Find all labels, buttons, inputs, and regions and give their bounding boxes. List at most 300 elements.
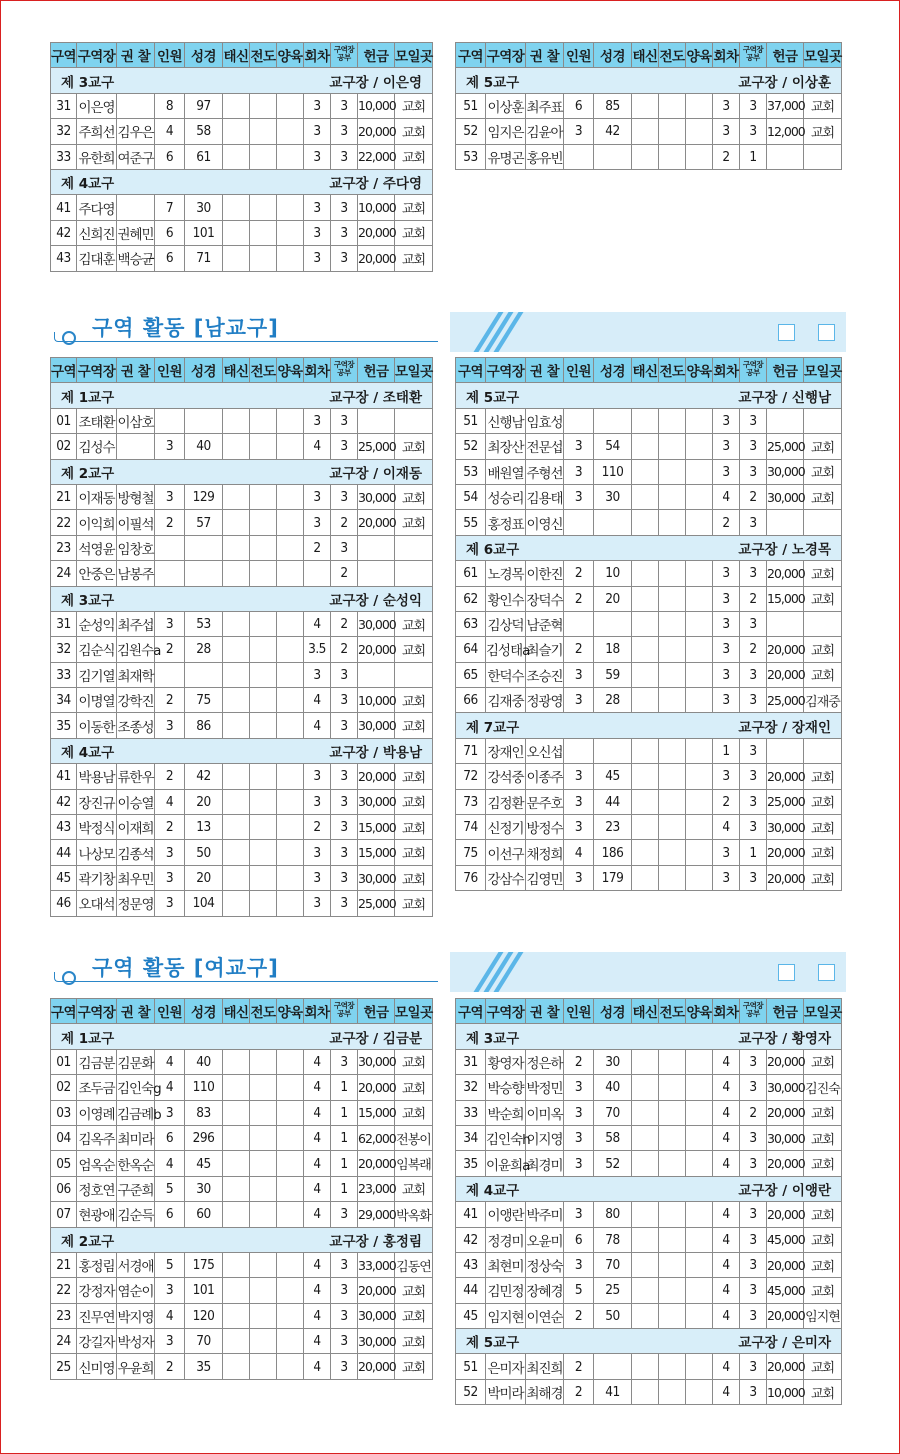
col-nurture-header: 양육 xyxy=(686,999,713,1024)
col-bible-cell: 30 xyxy=(594,1049,632,1074)
col-study-cell: 3 xyxy=(331,891,358,916)
col-district-cell: 34 xyxy=(456,1125,486,1150)
col-place-cell: 교회 xyxy=(804,119,842,144)
col-evang-cell xyxy=(659,1125,686,1150)
col-district-cell: 34 xyxy=(51,688,77,713)
col-sessions-cell: 4 xyxy=(304,1329,331,1354)
col-offering-cell: 20,000 xyxy=(767,561,804,586)
col-taesin-cell xyxy=(223,1252,250,1277)
col-evang-cell xyxy=(659,1278,686,1303)
col-place-cell: 교회 xyxy=(804,865,842,890)
col-bible-cell: 70 xyxy=(185,1329,223,1354)
group-label: 제 6교구 xyxy=(466,541,520,558)
col-district-cell: 51 xyxy=(456,408,486,433)
col-place-cell: 교회 xyxy=(395,891,433,916)
col-place-cell: 교회 xyxy=(804,1125,842,1150)
col-evang-cell xyxy=(659,510,686,535)
col-evang-cell xyxy=(250,662,277,687)
col-place-cell: 교회 xyxy=(804,662,842,687)
col-helper-cell: 방정수 xyxy=(526,815,564,840)
col-district-cell: 62 xyxy=(456,586,486,611)
col-leader-cell: 유명곤 xyxy=(486,144,526,169)
col-sessions-cell: 4 xyxy=(713,1354,740,1379)
col-leader-cell: 신미영 xyxy=(77,1354,117,1379)
col-sessions-header: 회차 xyxy=(304,999,331,1024)
col-taesin-cell xyxy=(223,144,250,169)
col-members-cell: 4 xyxy=(564,840,594,865)
col-sessions-cell: 3 xyxy=(713,764,740,789)
col-place-cell: 교회 xyxy=(804,789,842,814)
group-label: 제 4교구 xyxy=(61,176,115,193)
col-taesin-cell xyxy=(223,637,250,662)
col-district-cell: 31 xyxy=(51,611,77,636)
col-taesin-cell xyxy=(223,789,250,814)
col-leader-cell: 은미자 xyxy=(486,1354,526,1379)
col-bible-cell: 52 xyxy=(594,1151,632,1176)
col-bible-cell: 57 xyxy=(185,510,223,535)
table-row xyxy=(51,510,433,535)
col-study-cell: 3 xyxy=(331,1303,358,1328)
col-members-header: 인원 xyxy=(155,999,185,1024)
col-helper-cell: 주형선 xyxy=(526,459,564,484)
col-sessions-cell: 3 xyxy=(713,662,740,687)
group-leader: 교구장 / 박용남 xyxy=(329,745,422,762)
col-sessions-cell: 4 xyxy=(304,1252,331,1277)
col-leader-cell: 한덕수 xyxy=(486,662,526,687)
col-sessions-cell: 3 xyxy=(304,764,331,789)
col-study-cell: 3 xyxy=(331,246,358,271)
col-leader-cell: 장재인 xyxy=(486,738,526,763)
col-district-cell: 43 xyxy=(456,1252,486,1277)
col-nurture-header: 양육 xyxy=(277,999,304,1024)
col-place-cell: 교회 xyxy=(395,484,433,509)
col-district-cell: 06 xyxy=(51,1176,77,1201)
col-nurture-cell xyxy=(277,637,304,662)
col-taesin-cell xyxy=(632,1151,659,1176)
col-sessions-cell: 3 xyxy=(713,119,740,144)
col-district-cell: 33 xyxy=(51,144,77,169)
col-evang-cell xyxy=(659,408,686,433)
col-evang-cell xyxy=(659,1075,686,1100)
col-district-cell: 45 xyxy=(456,1303,486,1328)
col-leader-cell: 황인수 xyxy=(486,586,526,611)
col-leader-cell: 석영윤 xyxy=(77,535,117,560)
col-place-cell xyxy=(395,662,433,687)
col-sessions-cell: 3 xyxy=(713,637,740,662)
col-helper-cell: 이연순 xyxy=(526,1303,564,1328)
group-leader: 교구장 / 이은영 xyxy=(329,74,422,91)
col-district-cell: 01 xyxy=(51,1049,77,1074)
col-district-cell: 02 xyxy=(51,1075,77,1100)
col-study-cell: 3 xyxy=(740,815,767,840)
col-bible-cell xyxy=(594,1354,632,1379)
col-evang-cell xyxy=(250,119,277,144)
col-helper-cell: 김인숙g xyxy=(117,1075,155,1100)
table-row xyxy=(456,1151,842,1176)
col-sessions-header: 회차 xyxy=(713,999,740,1024)
group-label: 제 2교구 xyxy=(61,465,115,482)
col-study-cell: 3 xyxy=(331,484,358,509)
square-icon xyxy=(778,324,795,341)
col-leader-cell: 노경목 xyxy=(486,561,526,586)
col-study-cell: 2 xyxy=(740,586,767,611)
col-members-cell: 3 xyxy=(564,1125,594,1150)
col-bible-header: 성경 xyxy=(594,43,632,68)
col-leader-cell: 이선구 xyxy=(486,840,526,865)
col-sessions-cell: 4 xyxy=(713,1100,740,1125)
col-sessions-cell: 4 xyxy=(713,1227,740,1252)
col-sessions-cell: 3 xyxy=(713,408,740,433)
col-nurture-cell xyxy=(686,93,713,118)
col-nurture-cell xyxy=(277,510,304,535)
square-icon xyxy=(818,964,835,981)
col-study-cell: 3 xyxy=(740,1354,767,1379)
col-place-cell: 교회 xyxy=(395,1303,433,1328)
col-nurture-cell xyxy=(277,1075,304,1100)
col-evang-cell xyxy=(659,764,686,789)
col-leader-header: 구역장 xyxy=(486,999,526,1024)
col-district-cell: 63 xyxy=(456,611,486,636)
col-taesin-cell xyxy=(632,840,659,865)
col-members-cell: 3 xyxy=(564,1100,594,1125)
col-sessions-header: 회차 xyxy=(304,43,331,68)
col-offering-header: 헌금 xyxy=(358,999,395,1024)
group-cell xyxy=(51,459,433,484)
col-members-cell: 3 xyxy=(564,789,594,814)
col-study-cell: 3 xyxy=(740,1252,767,1277)
col-bible-cell: 85 xyxy=(594,93,632,118)
col-evang-cell xyxy=(250,1049,277,1074)
col-district-cell: 01 xyxy=(51,408,77,433)
col-nurture-cell xyxy=(686,1278,713,1303)
col-taesin-cell xyxy=(632,611,659,636)
col-offering-cell: 25,000 xyxy=(358,434,395,459)
table-row xyxy=(51,1354,433,1379)
col-helper-cell: 박주미 xyxy=(526,1202,564,1227)
col-leader-cell: 주다영 xyxy=(77,195,117,220)
col-offering-header: 헌금 xyxy=(767,999,804,1024)
col-district-cell: 64 xyxy=(456,637,486,662)
col-helper-cell: 전문섭 xyxy=(526,434,564,459)
col-district-cell: 73 xyxy=(456,789,486,814)
col-helper-cell: 최진희 xyxy=(526,1354,564,1379)
col-members-cell: 2 xyxy=(564,637,594,662)
col-district-cell: 33 xyxy=(51,662,77,687)
col-offering-cell: 20,000 xyxy=(358,764,395,789)
col-bible-cell: 101 xyxy=(185,220,223,245)
col-members-cell: 4 xyxy=(155,1151,185,1176)
col-offering-cell: 30,000 xyxy=(358,1329,395,1354)
header-row xyxy=(456,43,842,68)
col-study-cell: 3 xyxy=(740,865,767,890)
col-place-cell: 박옥화 xyxy=(395,1202,433,1227)
col-place-cell xyxy=(804,611,842,636)
col-nurture-cell xyxy=(277,713,304,738)
col-leader-cell: 순성익 xyxy=(77,611,117,636)
col-offering-cell: 20,000 xyxy=(358,119,395,144)
table-row xyxy=(51,1303,433,1328)
col-members-cell: 8 xyxy=(155,93,185,118)
col-place-cell: 교회 xyxy=(804,637,842,662)
col-taesin-cell xyxy=(632,144,659,169)
section-title: 구역 활동 [남교구] xyxy=(92,316,279,340)
col-helper-cell: 김원수a xyxy=(117,637,155,662)
group-row xyxy=(51,459,433,484)
col-study-cell: 3 xyxy=(331,789,358,814)
table-row xyxy=(456,510,842,535)
table-row xyxy=(456,459,842,484)
col-leader-cell: 박미라 xyxy=(486,1379,526,1404)
col-place-cell: 교회 xyxy=(804,1227,842,1252)
col-sessions-cell: 3 xyxy=(304,195,331,220)
col-study-cell: 3 xyxy=(331,865,358,890)
col-place-cell: 교회 xyxy=(395,637,433,662)
col-helper-cell: 김금례b xyxy=(117,1100,155,1125)
group-row xyxy=(51,68,433,93)
col-sessions-cell: 4 xyxy=(304,1354,331,1379)
col-study-cell: 3 xyxy=(331,815,358,840)
col-district-cell: 05 xyxy=(51,1151,77,1176)
col-taesin-header: 태신 xyxy=(632,358,659,383)
col-place-cell: 교회 xyxy=(395,789,433,814)
col-nurture-cell xyxy=(686,510,713,535)
col-evang-header: 전도 xyxy=(659,999,686,1024)
col-sessions-header: 회차 xyxy=(713,43,740,68)
table-row xyxy=(51,1278,433,1303)
col-district-cell: 43 xyxy=(51,815,77,840)
col-offering-cell xyxy=(767,510,804,535)
col-leader-cell: 오대석 xyxy=(77,891,117,916)
col-place-header: 모일곳 xyxy=(395,999,433,1024)
col-bible-header: 성경 xyxy=(594,358,632,383)
col-bible-cell xyxy=(594,611,632,636)
col-members-cell xyxy=(564,738,594,763)
col-place-cell: 교회 xyxy=(395,93,433,118)
col-helper-cell: 박지영 xyxy=(117,1303,155,1328)
col-members-cell: 6 xyxy=(155,144,185,169)
col-members-cell: 3 xyxy=(155,713,185,738)
col-place-cell: 교회 xyxy=(395,119,433,144)
group-label: 제 1교구 xyxy=(61,389,115,406)
col-sessions-cell: 4 xyxy=(713,1379,740,1404)
col-sessions-cell: 4 xyxy=(304,688,331,713)
col-place-cell: 김진숙 xyxy=(804,1075,842,1100)
col-nurture-cell xyxy=(686,1125,713,1150)
col-bible-cell: 28 xyxy=(185,637,223,662)
col-study-cell: 3 xyxy=(331,1354,358,1379)
col-evang-cell xyxy=(250,611,277,636)
col-nurture-cell xyxy=(277,1252,304,1277)
col-sessions-cell: 3 xyxy=(713,434,740,459)
col-place-cell: 교회 xyxy=(804,840,842,865)
col-bible-cell: 75 xyxy=(185,688,223,713)
col-helper-cell: 김용태 xyxy=(526,484,564,509)
col-nurture-cell xyxy=(686,1379,713,1404)
col-district-cell: 41 xyxy=(456,1202,486,1227)
col-sessions-cell: 4 xyxy=(713,1125,740,1150)
col-leader-cell: 김정환 xyxy=(486,789,526,814)
col-study-cell: 1 xyxy=(331,1125,358,1150)
col-district-header: 구역 xyxy=(51,358,77,383)
col-evang-cell xyxy=(659,119,686,144)
col-district-cell: 61 xyxy=(456,561,486,586)
col-helper-cell: 백승균 xyxy=(117,246,155,271)
col-taesin-cell xyxy=(223,220,250,245)
col-sessions-cell: 4 xyxy=(713,1202,740,1227)
col-leader-cell: 박용남 xyxy=(77,764,117,789)
col-bible-cell: 44 xyxy=(594,789,632,814)
col-offering-cell: 15,000 xyxy=(358,840,395,865)
group-cell xyxy=(51,738,433,763)
col-place-cell: 교회 xyxy=(804,1202,842,1227)
group-cell xyxy=(51,383,433,408)
col-nurture-cell xyxy=(686,119,713,144)
col-place-cell: 교회 xyxy=(804,1379,842,1404)
group-row xyxy=(456,713,842,738)
col-evang-cell xyxy=(250,220,277,245)
col-study-cell: 3 xyxy=(740,510,767,535)
col-study-cell: 3 xyxy=(740,408,767,433)
col-taesin-cell xyxy=(223,1176,250,1201)
col-bible-cell xyxy=(185,408,223,433)
table-row xyxy=(456,1049,842,1074)
col-evang-cell xyxy=(659,611,686,636)
col-nurture-cell xyxy=(277,119,304,144)
col-members-cell: 3 xyxy=(155,865,185,890)
section-header-yeo xyxy=(50,952,846,996)
col-offering-cell xyxy=(358,408,395,433)
col-members-header: 인원 xyxy=(155,43,185,68)
col-district-cell: 03 xyxy=(51,1100,77,1125)
col-taesin-cell xyxy=(223,1100,250,1125)
table-row xyxy=(51,1151,433,1176)
col-members-cell: 2 xyxy=(155,815,185,840)
col-study-cell: 3 xyxy=(740,459,767,484)
col-sessions-cell: 3 xyxy=(713,459,740,484)
col-leader-header: 구역장 xyxy=(77,999,117,1024)
col-place-cell: 교회 xyxy=(395,1075,433,1100)
col-district-header: 구역 xyxy=(456,999,486,1024)
col-offering-cell: 20,000 xyxy=(767,764,804,789)
table-row xyxy=(51,713,433,738)
col-place-cell: 교회 xyxy=(395,1100,433,1125)
col-study-cell: 1 xyxy=(331,1075,358,1100)
col-bible-cell: 30 xyxy=(185,195,223,220)
col-helper-cell: 오신섭 xyxy=(526,738,564,763)
col-sessions-cell: 3 xyxy=(304,119,331,144)
col-place-cell: 교회 xyxy=(804,764,842,789)
col-bible-cell xyxy=(594,738,632,763)
col-taesin-cell xyxy=(632,1125,659,1150)
col-study-cell: 3 xyxy=(740,1303,767,1328)
col-study-cell: 3 xyxy=(331,119,358,144)
col-study-cell: 3 xyxy=(331,1202,358,1227)
col-leader-cell: 임지은 xyxy=(486,119,526,144)
col-evang-cell xyxy=(659,1100,686,1125)
col-sessions-cell xyxy=(304,561,331,586)
col-offering-cell: 25,000 xyxy=(767,789,804,814)
col-leader-cell: 곽기창 xyxy=(77,865,117,890)
col-bible-cell: 50 xyxy=(185,840,223,865)
col-offering-cell: 20,000 xyxy=(767,1151,804,1176)
col-evang-cell xyxy=(250,1202,277,1227)
col-place-cell: 교회 xyxy=(395,1329,433,1354)
col-district-cell: 51 xyxy=(456,1354,486,1379)
table-row xyxy=(456,840,842,865)
col-place-cell: 교회 xyxy=(804,459,842,484)
col-evang-cell xyxy=(659,1303,686,1328)
col-bible-cell: 59 xyxy=(594,662,632,687)
table-row xyxy=(456,561,842,586)
col-members-cell: 3 xyxy=(564,764,594,789)
col-members-cell: 3 xyxy=(155,1329,185,1354)
col-evang-cell xyxy=(250,891,277,916)
col-sessions-cell: 3 xyxy=(304,840,331,865)
col-district-cell: 72 xyxy=(456,764,486,789)
col-offering-cell: 20,000 xyxy=(767,637,804,662)
col-study-cell: 3 xyxy=(740,1202,767,1227)
col-members-cell: 3 xyxy=(564,662,594,687)
col-helper-cell: 정은하 xyxy=(526,1049,564,1074)
col-bible-cell: 50 xyxy=(594,1303,632,1328)
col-leader-header: 구역장 xyxy=(486,358,526,383)
col-district-cell: 31 xyxy=(456,1049,486,1074)
group-leader: 교구장 / 은미자 xyxy=(738,1335,831,1352)
col-helper-cell: 이종주 xyxy=(526,764,564,789)
col-bible-cell: 97 xyxy=(185,93,223,118)
col-evang-cell xyxy=(250,1303,277,1328)
col-helper-header: 권 찰 xyxy=(117,999,155,1024)
col-members-cell: 7 xyxy=(155,195,185,220)
col-evang-cell xyxy=(659,789,686,814)
group-row xyxy=(51,1227,433,1252)
col-helper-cell xyxy=(117,195,155,220)
col-taesin-cell xyxy=(632,738,659,763)
col-place-cell xyxy=(804,510,842,535)
col-place-header: 모일곳 xyxy=(804,43,842,68)
col-leader-cell: 강삼수 xyxy=(486,865,526,890)
col-helper-cell: 방형철 xyxy=(117,484,155,509)
col-study-cell: 3 xyxy=(331,144,358,169)
col-taesin-cell xyxy=(223,484,250,509)
col-nurture-cell xyxy=(277,561,304,586)
col-nurture-cell xyxy=(277,764,304,789)
col-district-cell: 74 xyxy=(456,815,486,840)
col-offering-cell: 15,000 xyxy=(358,1100,395,1125)
group-row xyxy=(456,383,842,408)
group-leader: 교구장 / 신행남 xyxy=(738,389,831,406)
col-bible-cell: 186 xyxy=(594,840,632,865)
col-bible-cell: 58 xyxy=(594,1125,632,1150)
col-taesin-cell xyxy=(223,1202,250,1227)
col-study-cell: 3 xyxy=(740,561,767,586)
col-evang-cell xyxy=(659,1252,686,1277)
col-district-cell: 52 xyxy=(456,1379,486,1404)
group-leader: 교구장 / 장재인 xyxy=(738,719,831,736)
col-taesin-cell xyxy=(223,561,250,586)
col-district-cell: 25 xyxy=(51,1354,77,1379)
col-leader-cell: 주희선 xyxy=(77,119,117,144)
col-members-cell: 3 xyxy=(155,891,185,916)
col-offering-header: 헌금 xyxy=(358,43,395,68)
col-taesin-cell xyxy=(223,535,250,560)
col-sessions-cell: 4 xyxy=(304,1151,331,1176)
col-place-cell: 교회 xyxy=(395,1278,433,1303)
col-place-cell xyxy=(395,408,433,433)
col-district-header: 구역 xyxy=(456,358,486,383)
col-study-header: 구역장 공부 xyxy=(331,358,358,383)
col-place-cell xyxy=(395,561,433,586)
